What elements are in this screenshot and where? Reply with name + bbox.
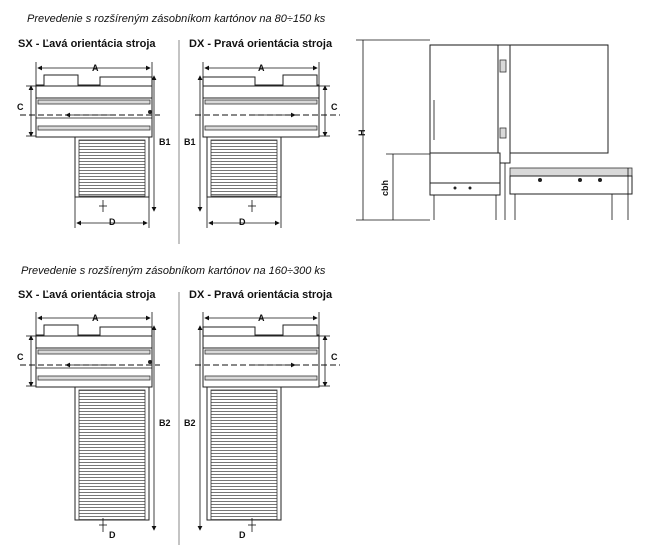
dim-d-label-dx2: D <box>239 530 246 540</box>
side-view <box>356 40 632 220</box>
dim-cbh-label: cbh <box>380 179 390 196</box>
dim-c-label-dx1: C <box>331 102 338 112</box>
heading-dx-2: DX - Pravá orientácia stroja <box>189 289 333 301</box>
heading-dx-1: DX - Pravá orientácia stroja <box>189 38 333 50</box>
dim-c-label-sx2: C <box>17 352 24 362</box>
dim-d-label-dx1: D <box>239 217 246 227</box>
dim-a-label-sx2: A <box>92 313 99 323</box>
dim-h-label: H <box>357 129 367 136</box>
dim-b1-label-sx: B1 <box>159 137 171 147</box>
heading-sx-2: SX - Ľavá orientácia stroja <box>18 289 156 301</box>
dim-d-label-sx1: D <box>109 217 116 227</box>
sx-view-2 <box>17 312 171 540</box>
dim-c-label-dx2: C <box>331 352 338 362</box>
sx-view-1 <box>17 62 171 228</box>
dim-c-label-sx1: C <box>17 102 24 112</box>
heading-sx-1: SX - Ľavá orientácia stroja <box>18 38 156 50</box>
dim-b2-label-sx: B2 <box>159 418 171 428</box>
dim-a-label-dx1: A <box>258 63 265 73</box>
dx-view-1 <box>184 62 340 228</box>
dim-a-label-dx2: A <box>258 313 265 323</box>
dim-b2-label-dx: B2 <box>184 418 196 428</box>
section-title-2: Prevedenie s rozšíreným zásobníkom kartónov na 160÷300 ks <box>21 265 326 277</box>
section-title-1: Prevedenie s rozšíreným zásobníkom kartónov na 80÷150 ks <box>27 13 326 25</box>
dim-b1-label-dx: B1 <box>184 137 196 147</box>
dx-view-2 <box>184 312 340 540</box>
dim-a-label-sx1: A <box>92 63 99 73</box>
dim-d-label-sx2: D <box>109 530 116 540</box>
